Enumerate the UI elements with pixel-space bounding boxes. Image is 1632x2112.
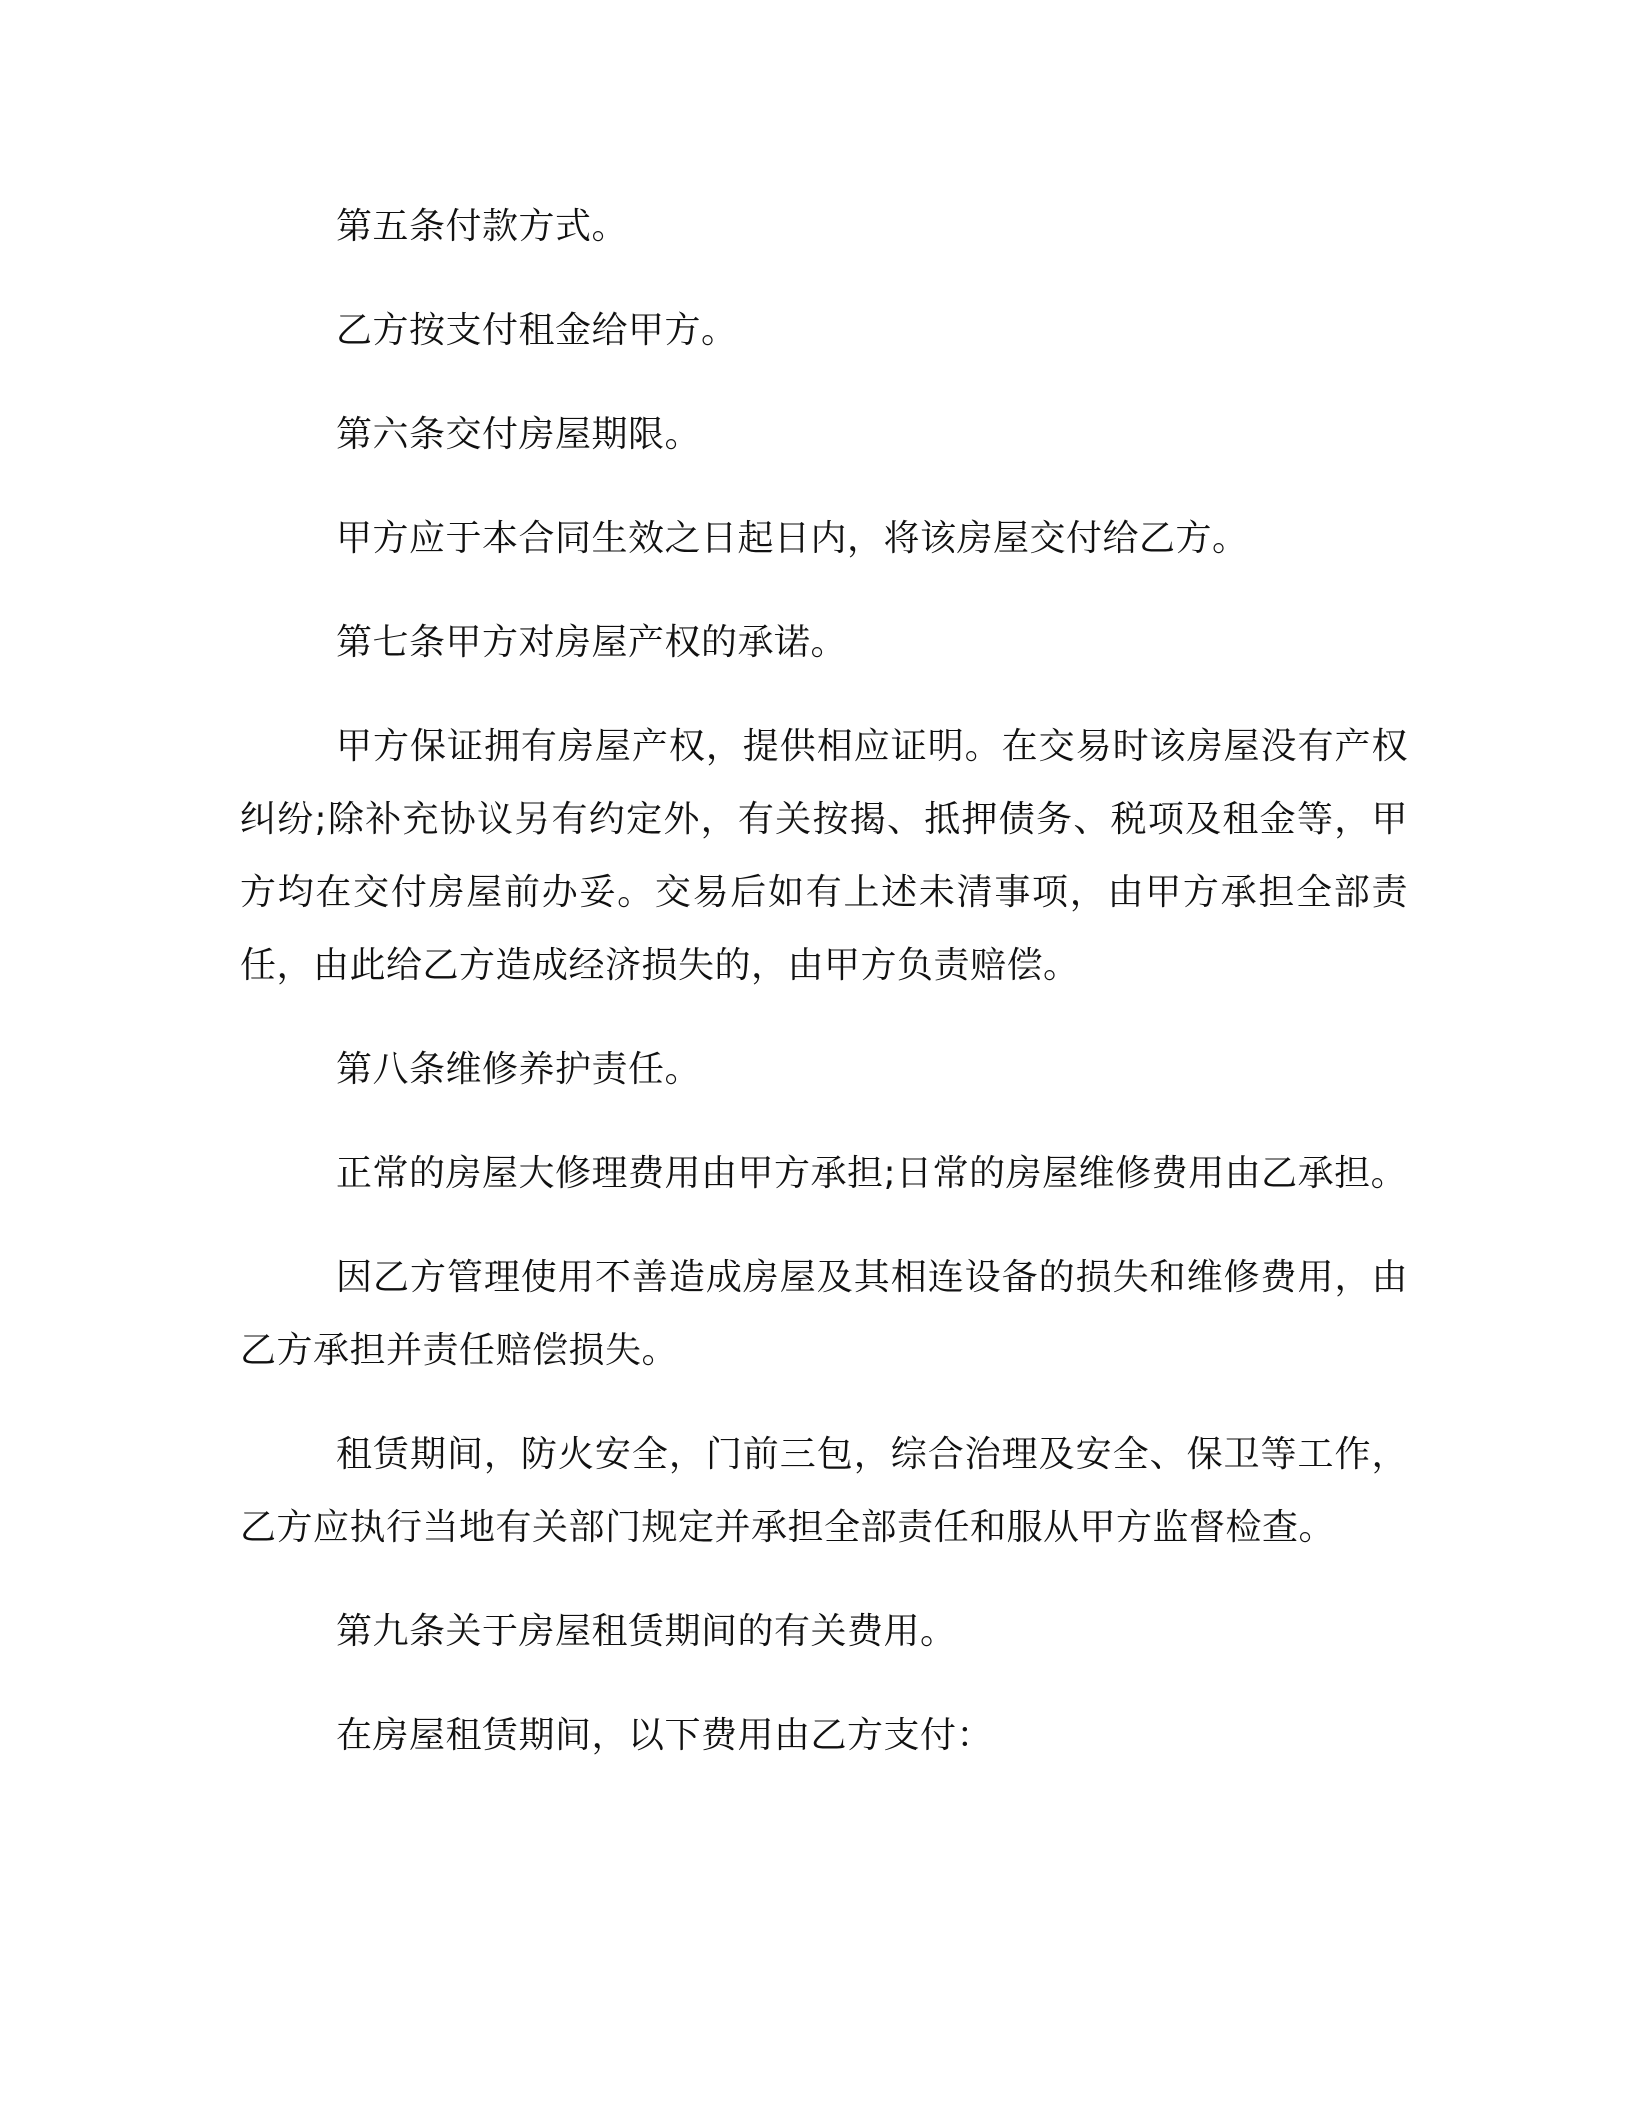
paragraph-gap [240, 1564, 1408, 1595]
clause-8-text-3: 租赁期间，防火安全，门前三包，综合治理及安全、保卫等工作，乙方应执行当地有关部门规定并承担全部责任和服从甲方监督检查。 [240, 1434, 1408, 1548]
paragraph-gap [240, 679, 1408, 710]
paragraph-gap [240, 575, 1408, 606]
clause-7-text: 甲方保证拥有房屋产权，提供相应证明。在交易时该房屋没有产权纠纷;除补充协议另有约定外，有关按揭、抵押债务、税项及租金等，甲方均在交付房屋前办妥。交易后如有上述未清事项，由甲方承担全部责任，由此给乙方造成经济损失的，由甲方负责赔偿。 [240, 726, 1408, 986]
clause-6-heading: 第六条交付房屋期限。 [336, 414, 702, 455]
clause-7-heading: 第七条甲方对房屋产权的承诺。 [336, 622, 848, 663]
clause-8-text-1: 正常的房屋大修理费用由甲方承担;日常的房屋维修费用由乙承担。 [336, 1153, 1408, 1194]
clause-9-text: 在房屋租赁期间，以下费用由乙方支付： [336, 1715, 994, 1756]
paragraph-gap [240, 1387, 1408, 1418]
paragraph-gap [240, 1668, 1408, 1699]
paragraph-gap [240, 471, 1408, 502]
paragraph-gap [240, 1002, 1408, 1033]
clause-5-heading: 第五条付款方式。 [336, 206, 629, 247]
clause-8-text-2: 因乙方管理使用不善造成房屋及其相连设备的损失和维修费用，由乙方承担并责任赔偿损失。 [240, 1257, 1408, 1371]
clause-8-heading: 第八条维修养护责任。 [336, 1049, 702, 1090]
paragraph-gap [240, 367, 1408, 398]
clause-5-text: 乙方按支付租金给甲方。 [336, 310, 738, 351]
document-body [240, 190, 1408, 1772]
paragraph-gap [240, 1106, 1408, 1137]
paragraph-gap [240, 263, 1408, 294]
clause-9-heading: 第九条关于房屋租赁期间的有关费用。 [336, 1611, 957, 1652]
clause-6-text: 甲方应于本合同生效之日起日内，将该房屋交付给乙方。 [336, 518, 1249, 559]
paragraph-gap [240, 1210, 1408, 1241]
